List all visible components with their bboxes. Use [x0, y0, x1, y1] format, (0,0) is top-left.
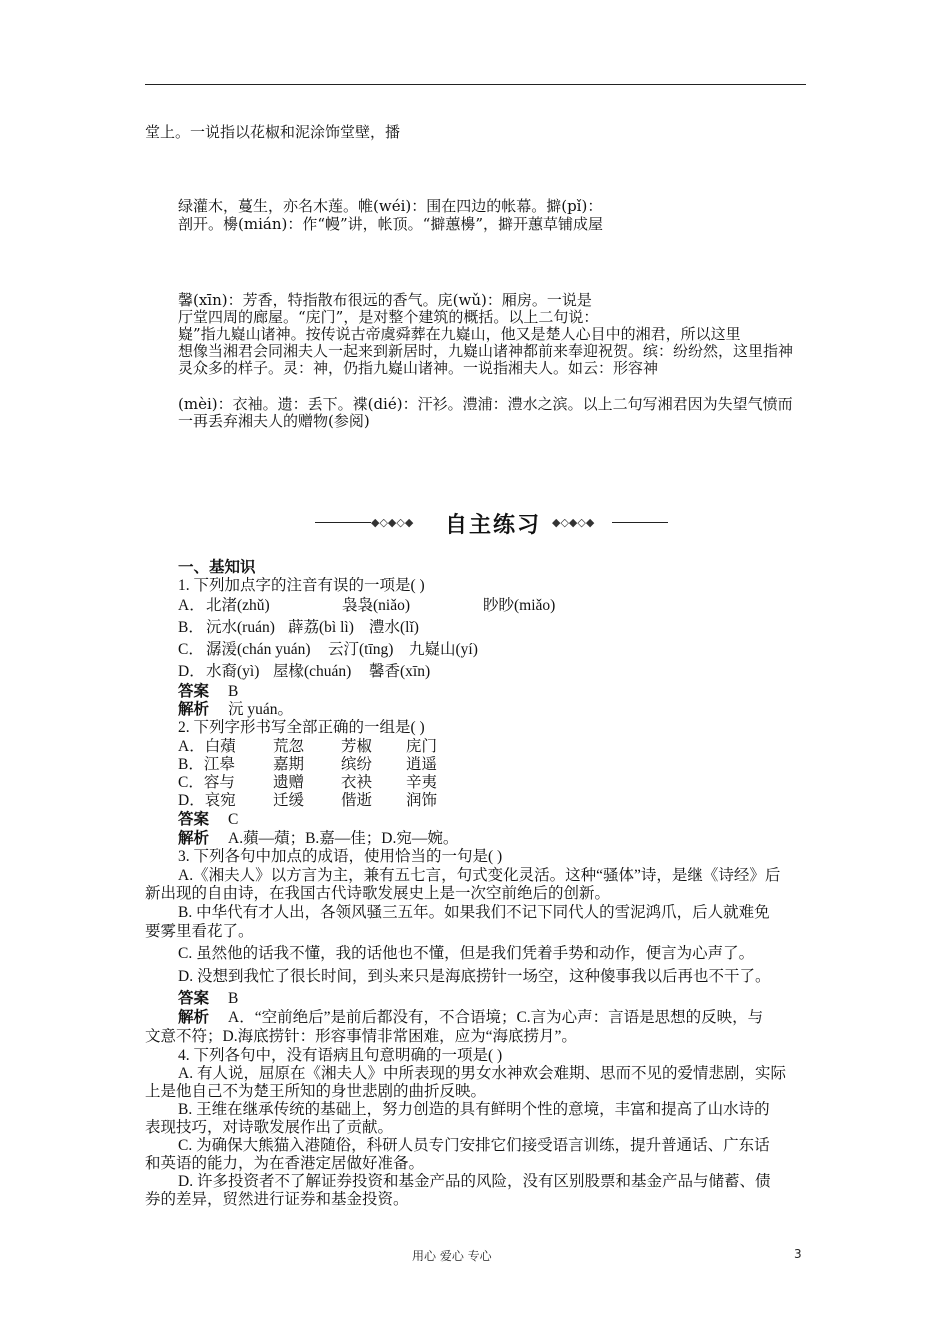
option-item: 九嶷山(yí): [409, 641, 478, 658]
note-line: 剖开。櫋(mián)：作“幔”讲，帐顶。“擗蕙櫋”，擗开蕙草铺成屋: [178, 215, 604, 233]
answer-value: B: [228, 683, 239, 700]
note-line: 绿灌木，蔓生，亦名木莲。帷(wéi)：围在四边的帐幕。擗(pǐ)：: [178, 197, 603, 215]
analysis-text: A．“空前绝后”是前后都没有，不合语境；C.言为心声：言语是思想的反映，与: [228, 1009, 764, 1026]
note-line: 嶷”指九嶷山诸神。按传说古帝虞舜葬在九嶷山，他又是楚人心目中的湘君，所以这里: [178, 325, 741, 343]
question-stem: 3. 下列各句中加点的成语，使用恰当的一句是( ): [178, 848, 503, 865]
note-line: 馨(xīn)：芳香，特指散布很远的香气。庑(wǔ)：厢房。一说是: [178, 291, 592, 309]
title-rule-left: [315, 522, 371, 523]
header-rule: [145, 84, 806, 85]
option-item: 澧水(lǐ): [369, 619, 419, 636]
option-line: B. 王维在继承传统的基础上，努力创造的具有鲜明个性的意境，丰富和提高了山水诗的: [178, 1101, 770, 1118]
option-item: 薜荔(bì lì): [288, 619, 354, 636]
option-line: 新出现的自由诗，在我国古代诗歌发展史上是一次空前绝后的创新。: [145, 885, 611, 902]
option-line: C. 虽然他的话我不懂，我的话他也不懂，但是我们凭着手势和动作，便言为心声了。: [178, 945, 755, 962]
question-stem: 4. 下列各句中，没有语病且句意明确的一项是( ): [178, 1047, 503, 1064]
analysis-label: 解析: [178, 701, 210, 718]
option-item: 水裔(yì): [206, 663, 260, 680]
option-item-text: 北渚(zhǔ): [206, 597, 270, 614]
option-line: 表现技巧，对诗歌发展作出了贡献。: [145, 1119, 394, 1136]
option-cell: 辛夷: [406, 774, 438, 791]
section-title: 自主练习: [444, 513, 541, 538]
option-line: 券的差异，贸然进行证券和基金投资。: [145, 1191, 409, 1208]
option-cell: 庑门: [406, 738, 438, 755]
option-line: C. 为确保大熊猫入港随俗，科研人员专门安排它们接受语言训练，提升普通话、广东话: [178, 1137, 770, 1154]
note-line: 灵众多的样子。灵：神，仍指九嶷山诸神。一说指湘夫人。如云：形容神: [178, 359, 659, 377]
option-cell: 缤纷: [341, 756, 373, 773]
option-label: C．: [178, 641, 204, 658]
option-label: D．: [178, 663, 205, 680]
option-cell: 衣袂: [341, 774, 373, 791]
option-cell: 嘉期: [273, 756, 305, 773]
option-row: [178, 737, 236, 756]
question-stem: 1. 下列加点字的注音有误的一项是( ): [178, 577, 425, 594]
ornament-left-icon: ◆◇◆◇◆: [371, 516, 414, 529]
answer-label: 答案: [178, 990, 210, 1007]
option-item: 潺湲(chán yuán): [206, 641, 311, 658]
note-line: 厅堂四周的廊屋。“庑门”，是对整个建筑的概括。以上二句说：: [178, 308, 599, 326]
option-cell: 逍遥: [406, 756, 438, 773]
option-item: 袅袅(niǎo): [342, 597, 411, 614]
option-item: 馨香(xīn): [369, 663, 431, 680]
option-item: 沅水(ruán): [206, 619, 275, 636]
option-line: 和英语的能力，为在香港定居做好准备。: [145, 1155, 425, 1172]
option-cell: B．江皋: [178, 756, 235, 773]
question-stem: 2. 下列字形书写全部正确的一组是( ): [178, 719, 425, 736]
option-line: A. 有人说，屈原在《湘夫人》中所表现的男女水神欢会难期、思而不见的爱情悲剧，实际: [178, 1065, 786, 1082]
note-line: 堂上。一说指以花椒和泥涂饰堂壁，播: [145, 123, 401, 141]
option-line: A.《湘夫人》以方言为主，兼有五七言，句式变化灵活。这种“骚体”诗，是继《诗经》后: [178, 867, 781, 884]
option-label: A．: [178, 597, 205, 614]
analysis-text: 文意不符；D.海底捞针：形容事情非常困难，应为“海底捞月”。: [145, 1028, 577, 1045]
footer-motto: 用心 爱心 专心: [412, 1249, 492, 1263]
ornament-right-icon: ◆◇◆◇◆: [552, 516, 595, 529]
answer-value: B: [228, 990, 239, 1007]
answer-label: 答案: [178, 811, 210, 828]
option-cell: 迁缓: [273, 792, 305, 809]
option-item: 眇眇(miǎo): [483, 597, 556, 614]
page-number: 3: [794, 1247, 802, 1261]
option-item: 屋椽(chuán): [273, 663, 352, 680]
option-item: 云汀(tīng): [328, 641, 394, 658]
analysis-label: 解析: [178, 830, 210, 847]
option-cell: 芳椒: [341, 738, 373, 755]
option-cell: A．白薠: [178, 738, 236, 755]
title-rule-right: [612, 522, 668, 523]
option-line: D. 没想到我忙了很长时间，到头来只是海底捞针一场空，这种傻事我以后再也不干了。: [178, 968, 771, 985]
note-line: 一再丢弃湘夫人的赠物(参阅): [178, 412, 370, 430]
option-cell: D．哀宛: [178, 792, 236, 809]
exercise-heading: 一、基知识: [178, 559, 256, 576]
option-line: D. 许多投资者不了解证券投资和基金产品的风险，没有区别股票和基金产品与储蓄、债: [178, 1173, 771, 1190]
answer-value: C: [228, 811, 239, 828]
section-title-banner: [315, 506, 668, 540]
option-cell: C．容与: [178, 774, 235, 791]
option-label: B．: [178, 619, 204, 636]
option-cell: 润饰: [406, 792, 438, 809]
analysis-text: A.蘋—薠；B.嘉—佳；D.宛—婉。: [228, 830, 459, 847]
answer-label: 答案: [178, 683, 210, 700]
option-line: 上是他自己不为楚王所知的身世悲剧的曲折反映。: [145, 1083, 487, 1100]
option-cell: 偕逝: [341, 792, 373, 809]
option-cell: 荒忽: [273, 738, 305, 755]
analysis-text: 沅 yuán。: [228, 701, 294, 718]
note-line: 想像当湘君会同湘夫人一起来到新居时，九嶷山诸神都前来奉迎祝贺。缤：纷纷然，这里指神: [178, 342, 794, 360]
analysis-label: 解析: [178, 1009, 210, 1026]
option-item: [206, 596, 270, 615]
option-line: B. 中华代有才人出，各领风骚三五年。如果我们不记下同代人的雪泥鸿爪，后人就难免: [178, 904, 770, 921]
option-cell: 遗赠: [273, 774, 305, 791]
option-line: 要雾里看花了。: [145, 923, 254, 940]
note-line: (mèi)：衣袖。遗：丢下。褋(dié)：汗衫。澧浦：澧水之滨。以上二句写湘君因为失望气愤而: [178, 395, 793, 413]
